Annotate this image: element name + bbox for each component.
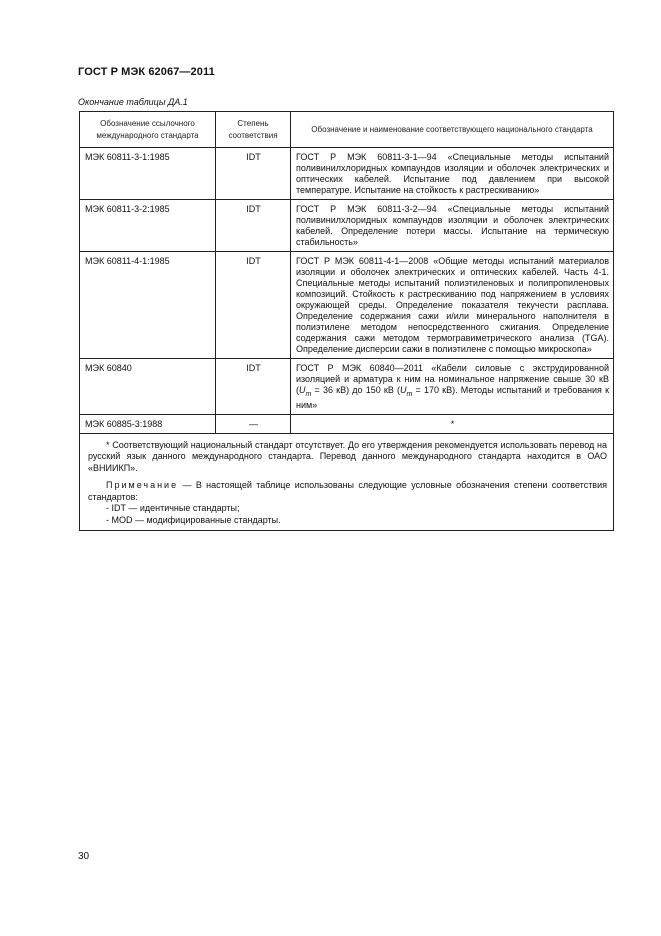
- footnote-text: * Соответствующий национальный стандарт отсутствует. До его утверждения рекомендуется использовать перевод на русский язык данного международного стандарта. Перевод данного международного стандарта находится в ОАО «ВНИИКП».: [88, 439, 607, 473]
- reference-cell: МЭК 60885-3:1988: [80, 414, 216, 433]
- notes-cell: [80, 433, 614, 531]
- degree-cell: IDT: [216, 148, 291, 200]
- degree-cell: —: [216, 414, 291, 433]
- table-row: [80, 252, 614, 359]
- table-row: [80, 359, 614, 415]
- reference-cell: МЭК 60811-3-1:1985: [80, 148, 216, 200]
- voltage-subscript: m: [305, 390, 312, 398]
- column-header-reference: Обозначение ссылочного международного стандарта: [80, 112, 216, 148]
- reference-cell: МЭК 60840: [80, 359, 216, 415]
- column-header-national: Обозначение и наименование соответствующего национального стандарта: [291, 112, 614, 148]
- document-code-header: ГОСТ Р МЭК 62067—2011: [78, 66, 215, 78]
- table-notes-row: [80, 433, 614, 531]
- degree-cell: IDT: [216, 359, 291, 415]
- note-list-item: - IDT — идентичные стандарты;: [106, 503, 240, 514]
- table-row: [80, 148, 614, 200]
- national-standard-cell: [291, 359, 614, 415]
- standards-table: [79, 111, 614, 531]
- reference-cell: МЭК 60811-4-1:1985: [80, 252, 216, 359]
- table-caption: Окончание таблицы ДА.1: [78, 97, 188, 107]
- degree-cell: IDT: [216, 200, 291, 252]
- note-text: — В настоящей таблице использованы следующие условные обозначения степени соответствия стандартов:: [88, 480, 607, 502]
- national-standard-cell: ГОСТ Р МЭК 60811-3-1—94 «Специальные методы испытаний поливинилхлоридных компаундов изоляции и оболочек электрических и оптических кабелей. Испытание под давлением при высокой температуре. Испытание на стойкость к растрескиванию»: [291, 148, 614, 200]
- table-header-row: [80, 112, 614, 148]
- voltage-symbol: U: [299, 385, 306, 395]
- column-header-degree: Степень соответствия: [216, 112, 291, 148]
- national-standard-cell: *: [291, 414, 614, 433]
- national-text-part: ГОСТ Р МЭК 60840—2011 «Кабели силовые с экструдированной изоляцией и арматура к ним на номинальное напряжение свыше 30 кВ (: [296, 363, 609, 395]
- voltage-symbol: U: [400, 385, 407, 395]
- note-list-item: - MOD — модифицированные стандарты.: [106, 514, 281, 525]
- national-text-part: = 170 кВ). Методы испытаний и требования к ним»: [296, 385, 610, 410]
- table-row: [80, 200, 614, 252]
- national-standard-cell: ГОСТ Р МЭК 60811-3-2—94 «Специальные методы испытаний поливинилхлоридных компаундов изоляции и оболочек электрических кабелей. Определение потери массы. Испытание на термическую стабильность»: [291, 200, 614, 252]
- reference-cell: МЭК 60811-3-2:1985: [80, 200, 216, 252]
- table-row: [80, 414, 614, 433]
- voltage-subscript: m: [406, 390, 413, 398]
- page-number: 30: [78, 851, 90, 862]
- note-paragraph: [88, 480, 607, 503]
- national-standard-cell: ГОСТ Р МЭК 60811-4-1—2008 «Общие методы испытаний материалов изоляции и оболочек электрических и оптических кабелей. Часть 4-1. Специальные методы испытаний полиэтиленовых и полипропиленовых композиций. Стойкость к растрескиванию под напряжением в условиях окружающей среды. Определение показателя текучести расплава. Определение содержания сажи и/или минерального наполнителя в полиэтилене методом непосредственного сжигания. Определение содержания сажи методом термогравиметрического анализа (TGA). Определение дисперсии сажи в полиэтилене с помощью микроскопа»: [291, 252, 614, 359]
- note-label: Примечание: [106, 480, 179, 491]
- national-text-part: = 36 кВ) до 150 кВ (: [311, 385, 401, 395]
- degree-cell: IDT: [216, 252, 291, 359]
